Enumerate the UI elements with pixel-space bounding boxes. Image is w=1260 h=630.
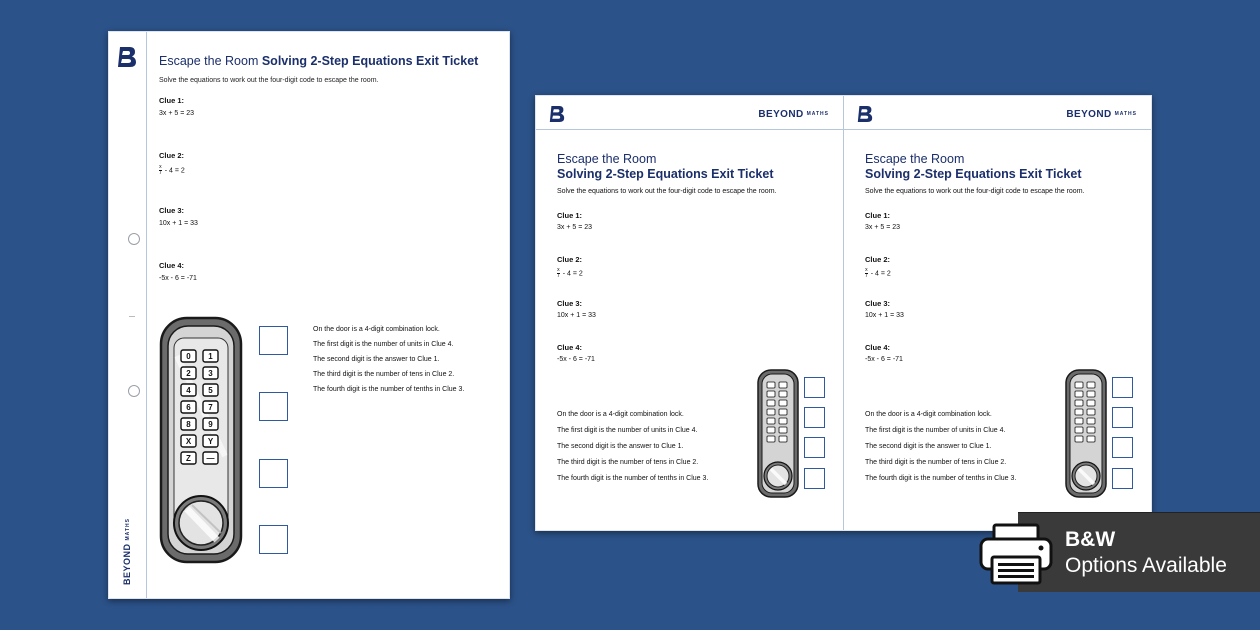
- badge-title: B&W: [1065, 528, 1116, 551]
- clue-2: Clue 2: $\frac{x}{7}$ - 4 = 2: [865, 255, 891, 279]
- lock-line: The first digit is the number of units in Clue 4.: [313, 341, 454, 348]
- clue-4: Clue 4: -5x - 6 = -71: [557, 343, 595, 363]
- punch-hole: [128, 385, 140, 397]
- lock-line: The second digit is the answer to Clue 1.: [313, 356, 440, 363]
- clue-label: Clue 1:: [159, 96, 185, 105]
- worksheet-title: [159, 54, 499, 68]
- punch-hole: [128, 233, 140, 245]
- keypad-key: 4: [186, 386, 191, 396]
- fraction: $\frac{x}{7}$: [557, 267, 560, 279]
- keypad-key: Z: [186, 454, 191, 464]
- answer-box-1[interactable]: [804, 377, 825, 398]
- answer-box-4[interactable]: [804, 468, 825, 489]
- clue-equation: $\frac{x}{7}$ - 4 = 2: [159, 164, 185, 176]
- beyond-logo-icon: [549, 105, 565, 123]
- answer-box-4[interactable]: [1112, 468, 1133, 489]
- instructions: Solve the equations to work out the four-digit code to escape the room.: [865, 188, 1085, 195]
- answer-box-1[interactable]: [1112, 377, 1133, 398]
- clue-1: Clue 1: 3x + 5 = 23: [865, 211, 901, 231]
- fraction: $\frac{x}{7}$: [865, 267, 868, 279]
- lock-line: On the door is a 4-digit combination lock.: [313, 326, 440, 333]
- header-line: [844, 129, 1151, 130]
- clue-3: Clue 3: 10x + 1 = 33: [865, 299, 904, 319]
- keypad-key: 2: [186, 369, 191, 379]
- clue-label: Clue 4:: [159, 261, 185, 270]
- clue-2: [159, 151, 185, 176]
- bw-options-badge: [1018, 512, 1260, 592]
- badge-subtitle: Options Available: [1065, 554, 1227, 577]
- keypad-key: X: [185, 437, 192, 447]
- title-bold: Solving 2-Step Equations Exit Ticket: [261, 54, 479, 68]
- header-line: [536, 129, 843, 130]
- brand-sub: MATHS: [124, 518, 131, 541]
- printer-icon: [978, 523, 1054, 585]
- lock-instructions: On the door is a 4-digit combination lock. The first digit is the number of units in Clue 4. The second digit is the answer to Clue 1. The third digit is the number of tens in Clue 2. The fourth digit is the number of tenths in Clue 3.: [865, 411, 1017, 482]
- keypad-key: 5: [208, 386, 213, 396]
- clue-equation: 10x + 1 = 33: [159, 220, 198, 227]
- answer-box-4[interactable]: [259, 525, 288, 554]
- answer-box-2[interactable]: [259, 392, 288, 421]
- clue-label: Clue 2:: [159, 151, 185, 160]
- title-bold: Solving 2-Step Equations Exit Ticket: [557, 167, 774, 181]
- keypad-key: 0: [186, 352, 191, 362]
- keypad-key: 8: [186, 420, 191, 430]
- answer-box-1[interactable]: [259, 326, 288, 355]
- clue-3: Clue 3: 10x + 1 = 33: [557, 299, 596, 319]
- fold-mark: [129, 316, 135, 317]
- keypad-key: 7: [208, 403, 213, 413]
- combination-lock-icon: [159, 316, 243, 564]
- brand-name: BEYOND: [122, 543, 132, 585]
- clue-equation: 3x + 5 = 23: [159, 110, 195, 117]
- lock-line: The third digit is the number of tens in Clue 2.: [313, 371, 455, 378]
- brand-header: BEYOND MATHS: [758, 109, 829, 120]
- worksheet-header: [865, 152, 1143, 195]
- clue-3: [159, 206, 198, 227]
- answer-box-3[interactable]: [259, 459, 288, 488]
- title-regular: Escape the Room: [557, 152, 657, 166]
- answer-box-3[interactable]: [1112, 437, 1133, 458]
- side-brand: [122, 518, 132, 585]
- keypad-key: 9: [208, 420, 213, 430]
- keypad-key: 3: [208, 369, 213, 379]
- keypad-key: —: [206, 454, 215, 464]
- clue-4: Clue 4: -5x - 6 = -71: [865, 343, 903, 363]
- lock-line: The fourth digit is the number of tenths in Clue 3.: [313, 386, 465, 393]
- title-regular: Escape the Room: [159, 54, 259, 68]
- title-regular: Escape the Room: [865, 152, 965, 166]
- clue-2: Clue 2: $\frac{x}{7}$ - 4 = 2: [557, 255, 583, 279]
- answer-box-3[interactable]: [804, 437, 825, 458]
- title-bold: Solving 2-Step Equations Exit Ticket: [865, 167, 1082, 181]
- clue-1: [159, 96, 194, 117]
- landscape-worksheet: [535, 95, 1152, 531]
- brand-header: BEYOND MATHS: [1066, 109, 1137, 120]
- instructions: Solve the equations to work out the four-digit code to escape the room.: [159, 77, 379, 84]
- clue-1: Clue 1: 3x + 5 = 23: [557, 211, 593, 231]
- combination-lock-icon: [1065, 369, 1107, 498]
- beyond-logo-icon: [857, 105, 873, 123]
- answer-box-2[interactable]: [1112, 407, 1133, 428]
- worksheet-panel-right: [844, 96, 1151, 530]
- worksheet-header: [557, 152, 835, 195]
- lock-instructions: [313, 322, 464, 397]
- keypad-key: Y: [207, 437, 214, 447]
- clue-4: [159, 261, 197, 282]
- portrait-worksheet: [108, 31, 510, 599]
- worksheet-header: [159, 54, 499, 84]
- clue-equation: -5x - 6 = -71: [159, 275, 197, 282]
- keypad-key: 6: [186, 403, 191, 413]
- fraction: $\frac{x}{7}$: [159, 164, 162, 176]
- worksheet-panel-left: [536, 96, 843, 530]
- instructions: Solve the equations to work out the four-digit code to escape the room.: [557, 188, 777, 195]
- combination-lock-icon: [757, 369, 799, 498]
- clue-label: Clue 3:: [159, 206, 185, 215]
- keypad-key: 1: [208, 352, 213, 362]
- beyond-logo-icon: [117, 46, 137, 68]
- lock-instructions: On the door is a 4-digit combination lock. The first digit is the number of units in Clue 4. The second digit is the answer to Clue 1. The third digit is the number of tens in Clue 2. The fourth digit is the number of tenths in Clue 3.: [557, 411, 709, 482]
- margin-line: [146, 32, 147, 598]
- answer-box-2[interactable]: [804, 407, 825, 428]
